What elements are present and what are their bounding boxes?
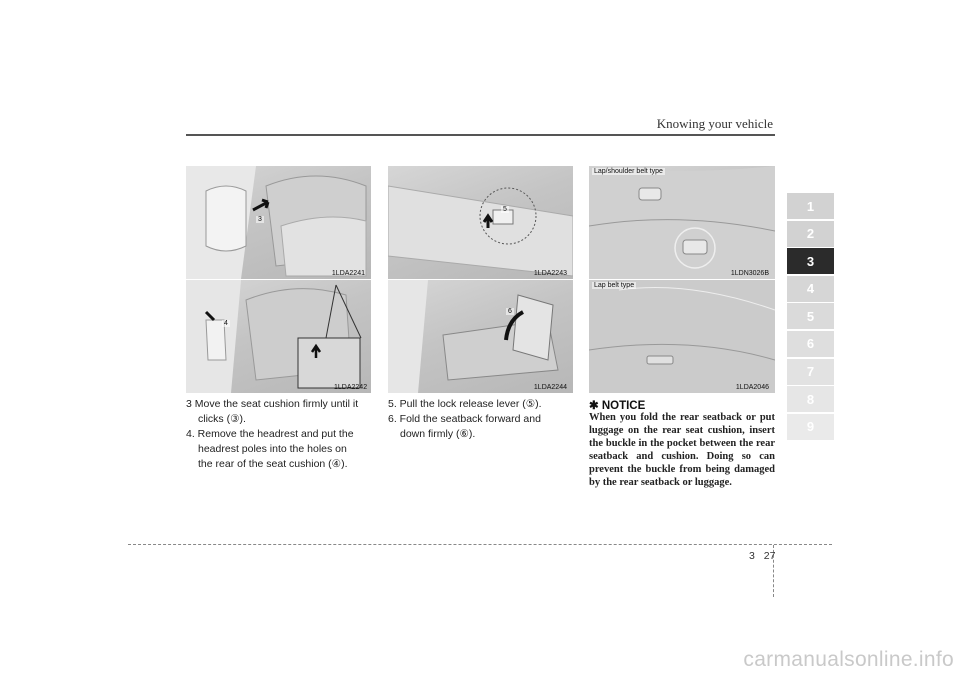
chapter-tab-8[interactable]: 8	[787, 386, 834, 412]
step-4-line-2: headrest poles into the holes on	[198, 443, 347, 455]
figure-marker-6: 6	[508, 308, 512, 315]
figure-code: 1LDN3026B	[730, 270, 769, 277]
notice-body: When you fold the rear seatback or put luggage on the rear seat cushion, insert the buckle in the pocket between the rear seatback and cushion. Doing so can prevent the buckle from being damaged by the rear seatback or luggage.	[589, 412, 775, 488]
figure-code: 1LDA2244	[533, 384, 567, 391]
lock-lever-illustration	[388, 166, 573, 279]
chapter-tab-2[interactable]: 2	[787, 221, 834, 247]
figure-lap-shoulder-belt	[589, 166, 775, 279]
lap-belt-illustration	[589, 280, 775, 393]
chapter-tab-3-active[interactable]: 3	[787, 248, 834, 274]
page-number	[749, 550, 775, 562]
figure-caption: Lap belt type	[594, 282, 635, 289]
notice-title: ✱ NOTICE	[589, 400, 646, 412]
chapter-tab-5[interactable]: 5	[787, 303, 834, 329]
figure-code: 1LDA2242	[334, 384, 368, 391]
figure-marker-5: 5	[503, 206, 507, 213]
rear-seat-illustration	[186, 166, 371, 279]
figure-code: 1LDA2241	[331, 270, 365, 277]
figure-marker-4: 4	[224, 320, 228, 327]
header-divider	[186, 134, 775, 136]
chapter-tabs	[787, 193, 834, 441]
step-3-line-2: clicks (③).	[198, 413, 246, 425]
chapter-tab-6[interactable]: 6	[787, 331, 834, 357]
step-5: 5. Pull the lock release lever (⑤).	[388, 398, 542, 410]
figure-lock-release	[388, 166, 573, 279]
middle-instructions	[388, 398, 573, 443]
chapter-tab-1[interactable]: 1	[787, 193, 834, 219]
chapter-tab-9[interactable]: 9	[787, 414, 834, 440]
figure-lap-belt	[589, 280, 775, 393]
fold-seatback-illustration	[388, 280, 573, 393]
figure-caption: Lap/shoulder belt type	[594, 168, 663, 175]
figure-fold-seatback	[388, 280, 573, 393]
step-3-line-1: 3 Move the seat cushion firmly until it	[186, 398, 359, 410]
chapter-tab-7[interactable]: 7	[787, 359, 834, 385]
page-number-value: 27	[763, 550, 776, 562]
chapter-number: 3	[749, 550, 755, 562]
figure-code: 1LDA2243	[533, 270, 567, 277]
chapter-tab-4[interactable]: 4	[787, 276, 834, 302]
lap-shoulder-belt-illustration	[589, 166, 775, 279]
page-header-title: Knowing your vehicle	[656, 116, 773, 131]
figure-seat-cushion	[186, 166, 371, 279]
figure-headrest-poles	[186, 280, 371, 393]
headrest-illustration	[186, 280, 371, 393]
left-instructions	[186, 398, 371, 473]
footer-divider	[128, 544, 832, 545]
step-6-line-1: 6. Fold the seatback forward and	[388, 413, 541, 425]
figure-marker-3: 3	[258, 216, 262, 223]
figure-code: 1LDA2046	[735, 384, 769, 391]
watermark: carmanualsonline.info	[743, 648, 954, 671]
step-6-line-2: down firmly (⑥).	[400, 428, 476, 440]
step-4-line-3: the rear of the seat cushion (④).	[198, 458, 348, 470]
step-4-line-1: 4. Remove the headrest and put the	[186, 428, 354, 440]
